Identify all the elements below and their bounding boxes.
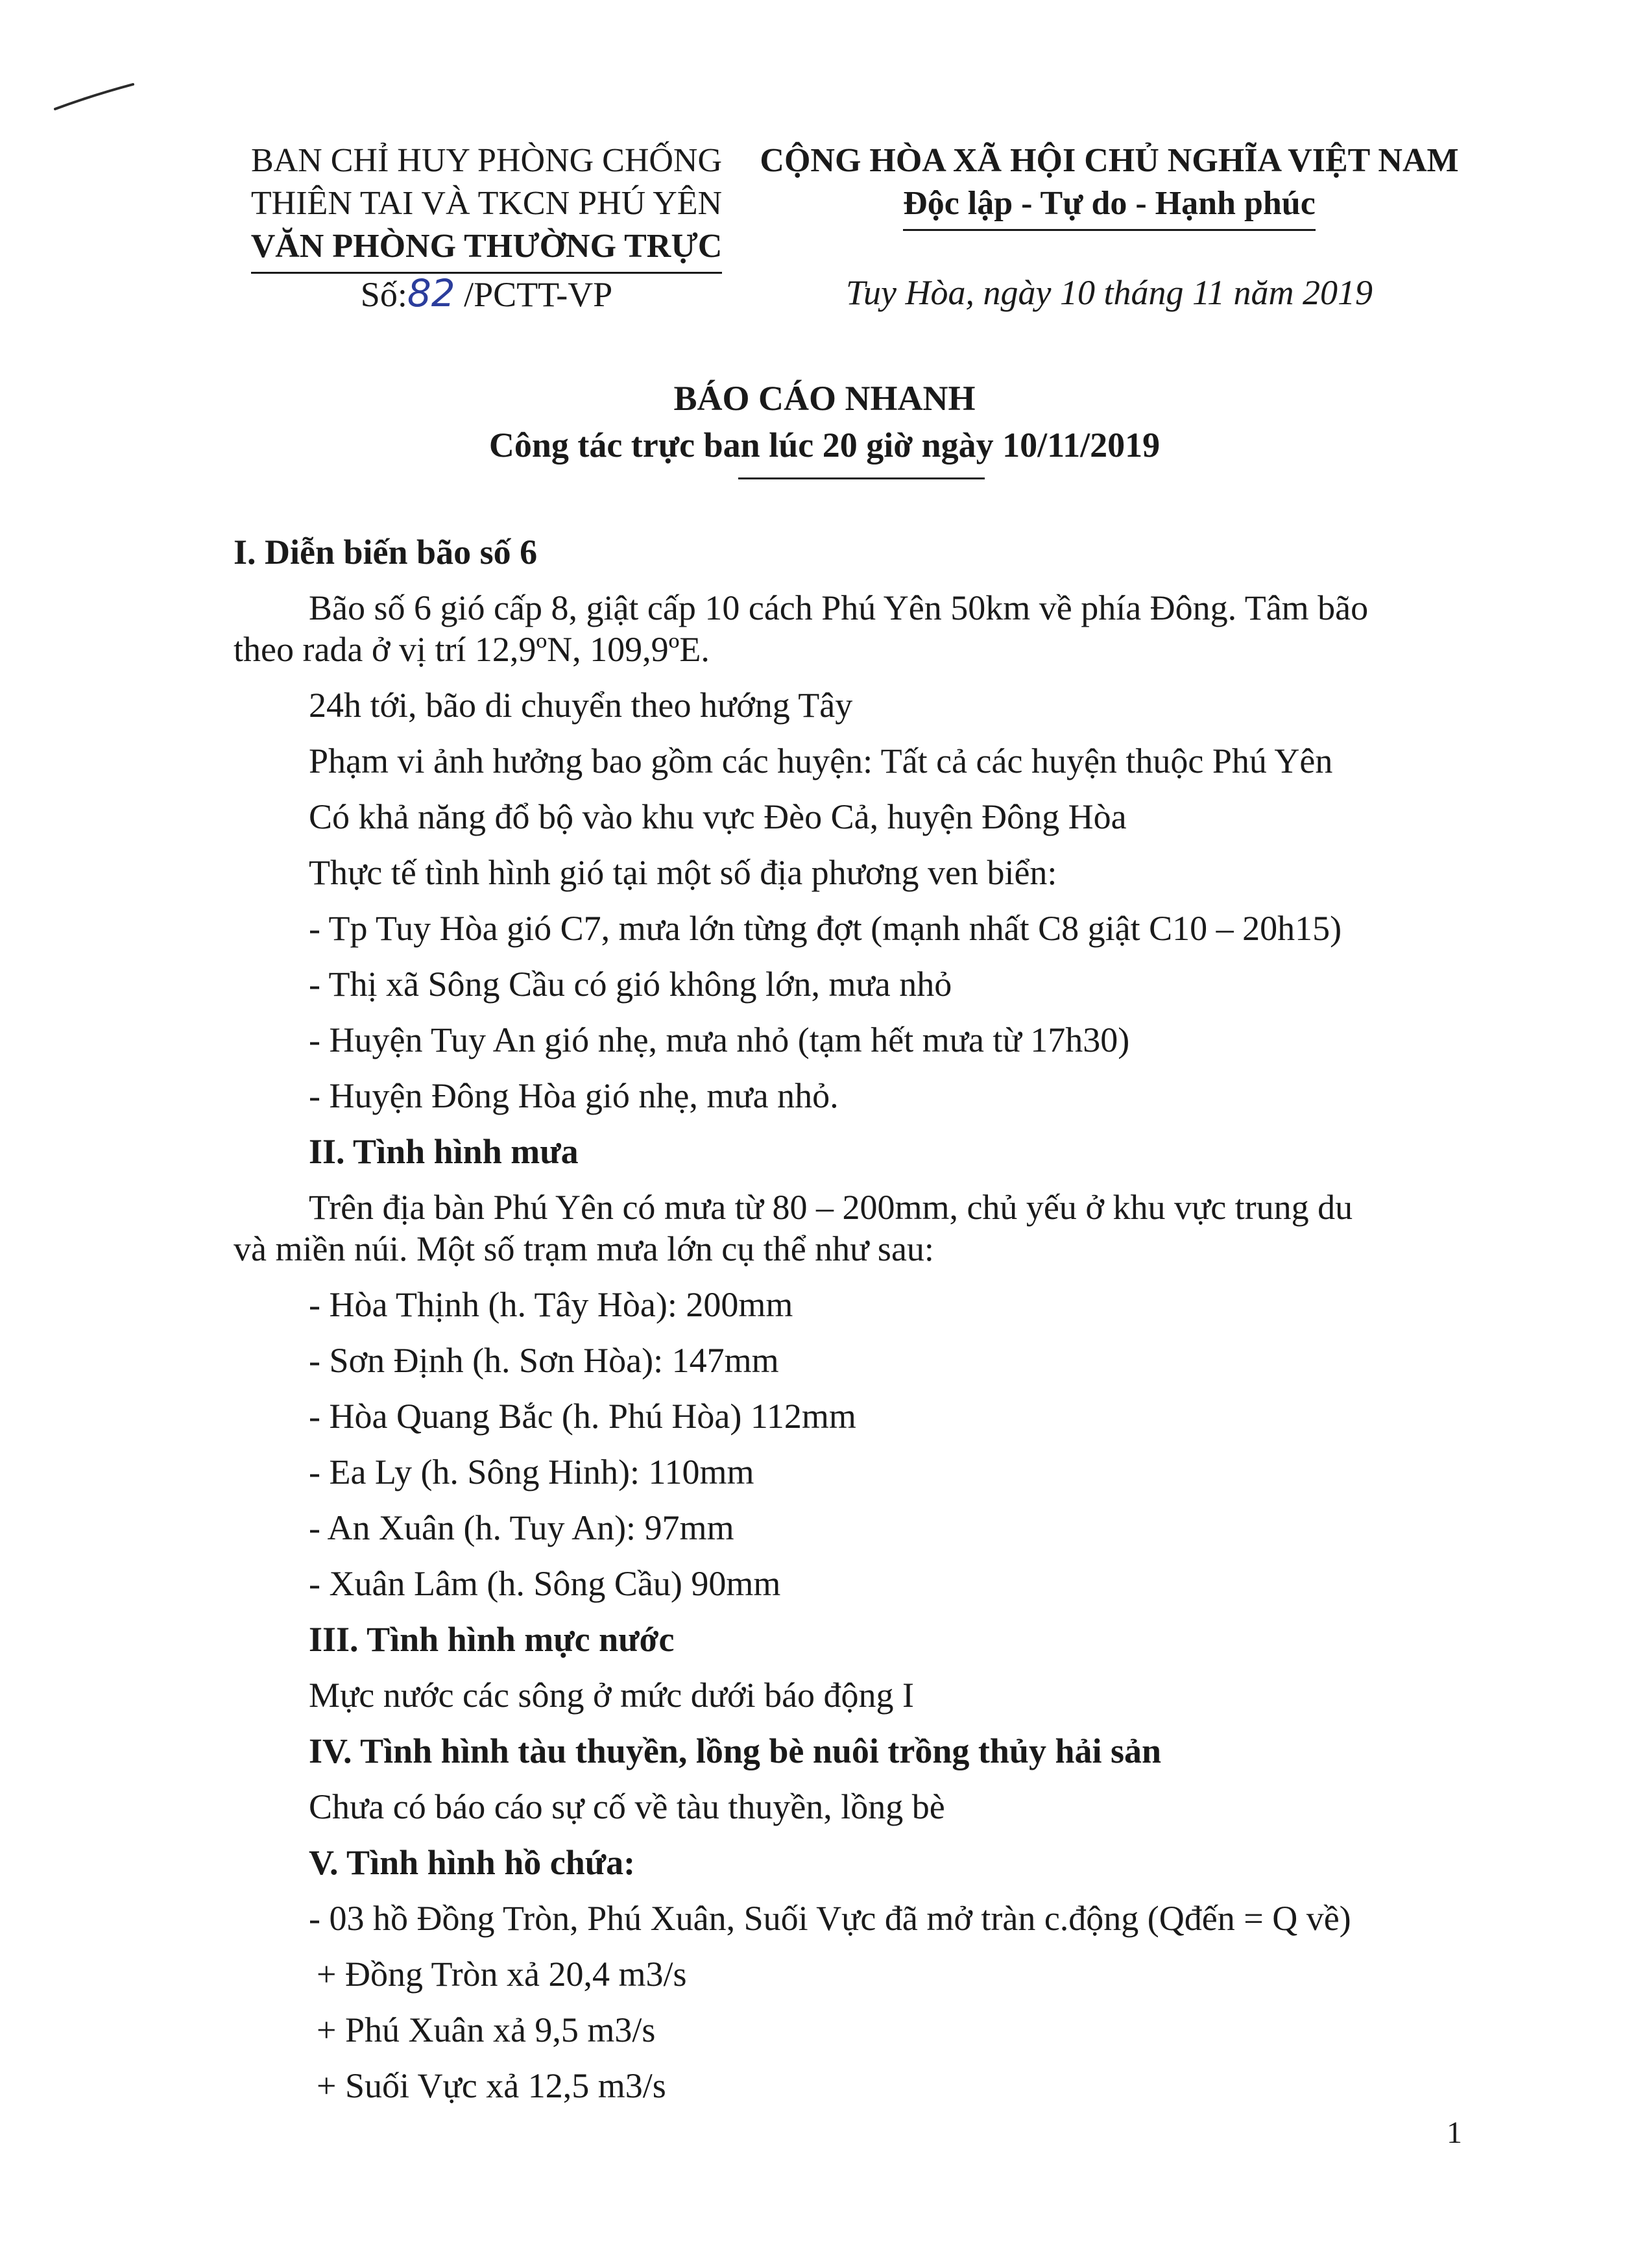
section-1-heading: I. Diễn biến bão số 6: [234, 533, 538, 572]
list-item: + Phú Xuân xả 9,5 m3/s: [317, 2010, 656, 2049]
national-motto: Độc lập - Tự do - Hạnh phúc: [903, 182, 1316, 231]
document-number: [227, 271, 746, 315]
s1-paragraph-1-line-2: theo rada ở vị trí 12,9ºN, 109,9ºE.: [234, 630, 710, 669]
agency-line-2: THIÊN TAI VÀ TKCN PHÚ YÊN: [250, 185, 723, 222]
place-date: Tuy Hòa, ngày 10 tháng 11 năm 2019: [846, 273, 1373, 312]
page-number: 1: [1447, 2116, 1462, 2150]
s5-paragraph-1: - 03 hồ Đồng Tròn, Phú Xuân, Suối Vực đã mở tràn c.động (Qđến = Q về): [309, 1899, 1351, 1938]
doc-number-prefix: Số:: [360, 275, 407, 314]
section-4-heading: IV. Tình hình tàu thuyền, lồng bè nuôi trồng thủy hải sản: [309, 1731, 1162, 1770]
list-item: - Sơn Định (h. Sơn Hòa): 147mm: [309, 1341, 779, 1380]
s2-paragraph-1-line-1: Trên địa bàn Phú Yên có mưa từ 80 – 200mm, chủ yếu ở khu vực trung du: [309, 1188, 1353, 1227]
office-name: VĂN PHÒNG THƯỜNG TRỰC: [251, 225, 723, 274]
section-2-heading: II. Tình hình mưa: [309, 1132, 579, 1171]
title-sub: Công tác trực ban lúc 20 giờ ngày 10/11/2019: [488, 426, 1161, 464]
title-underline: [738, 477, 985, 479]
list-item: - Tp Tuy Hòa gió C7, mưa lớn từng đợt (mạnh nhất C8 giật C10 – 20h15): [309, 909, 1342, 948]
section-3-heading: III. Tình hình mực nước: [309, 1620, 675, 1659]
list-item: - Ea Ly (h. Sông Hinh): 110mm: [309, 1453, 754, 1491]
agency-header: [227, 139, 746, 274]
s1-paragraph-5: Thực tế tình hình gió tại một số địa phương ven biển:: [309, 853, 1057, 892]
list-item: - Hòa Quang Bắc (h. Phú Hòa) 112mm: [309, 1397, 856, 1436]
list-item: + Đồng Tròn xả 20,4 m3/s: [317, 1955, 687, 1994]
list-item: - Huyện Tuy An gió nhẹ, mưa nhỏ (tạm hết mưa từ 17h30): [309, 1020, 1130, 1059]
pen-stroke-mark: [52, 78, 136, 117]
list-item: + Suối Vực xả 12,5 m3/s: [317, 2066, 666, 2105]
list-item: - Hòa Thịnh (h. Tây Hòa): 200mm: [309, 1285, 793, 1324]
s1-paragraph-1-line-1: Bão số 6 gió cấp 8, giật cấp 10 cách Phú Yên 50km về phía Đông. Tâm bão: [309, 588, 1369, 627]
s1-paragraph-3: Phạm vi ảnh hưởng bao gồm các huyện: Tất cả các huyện thuộc Phú Yên: [309, 742, 1333, 780]
section-5-heading: V. Tình hình hồ chứa:: [309, 1843, 636, 1882]
list-item: - Huyện Đông Hòa gió nhẹ, mưa nhỏ.: [309, 1076, 839, 1115]
s4-paragraph-1: Chưa có báo cáo sự cố về tàu thuyền, lồng bè: [309, 1787, 945, 1826]
doc-number-suffix: /PCTT-VP: [455, 275, 613, 314]
s2-paragraph-1-line-2: và miền núi. Một số trạm mưa lớn cụ thể như sau:: [234, 1229, 934, 1268]
s1-paragraph-2: 24h tới, bão di chuyển theo hướng Tây: [309, 686, 853, 725]
national-header: [740, 139, 1479, 231]
country-name: CỘNG HÒA XÃ HỘI CHỦ NGHĨA VIỆT NAM: [760, 142, 1459, 179]
title-main: BÁO CÁO NHANH: [673, 379, 976, 418]
doc-number-handwritten: 82: [407, 271, 455, 315]
list-item: - An Xuân (h. Tuy An): 97mm: [309, 1508, 734, 1547]
list-item: - Xuân Lâm (h. Sông Cầu) 90mm: [309, 1564, 781, 1603]
s1-paragraph-4: Có khả năng đổ bộ vào khu vực Đèo Cả, huyện Đông Hòa: [309, 797, 1127, 836]
agency-line-1: BAN CHỈ HUY PHÒNG CHỐNG: [250, 142, 723, 179]
report-title: [0, 375, 1649, 468]
s3-paragraph-1: Mực nước các sông ở mức dưới báo động I: [309, 1676, 915, 1715]
list-item: - Thị xã Sông Cầu có gió không lớn, mưa nhỏ: [309, 965, 952, 1004]
